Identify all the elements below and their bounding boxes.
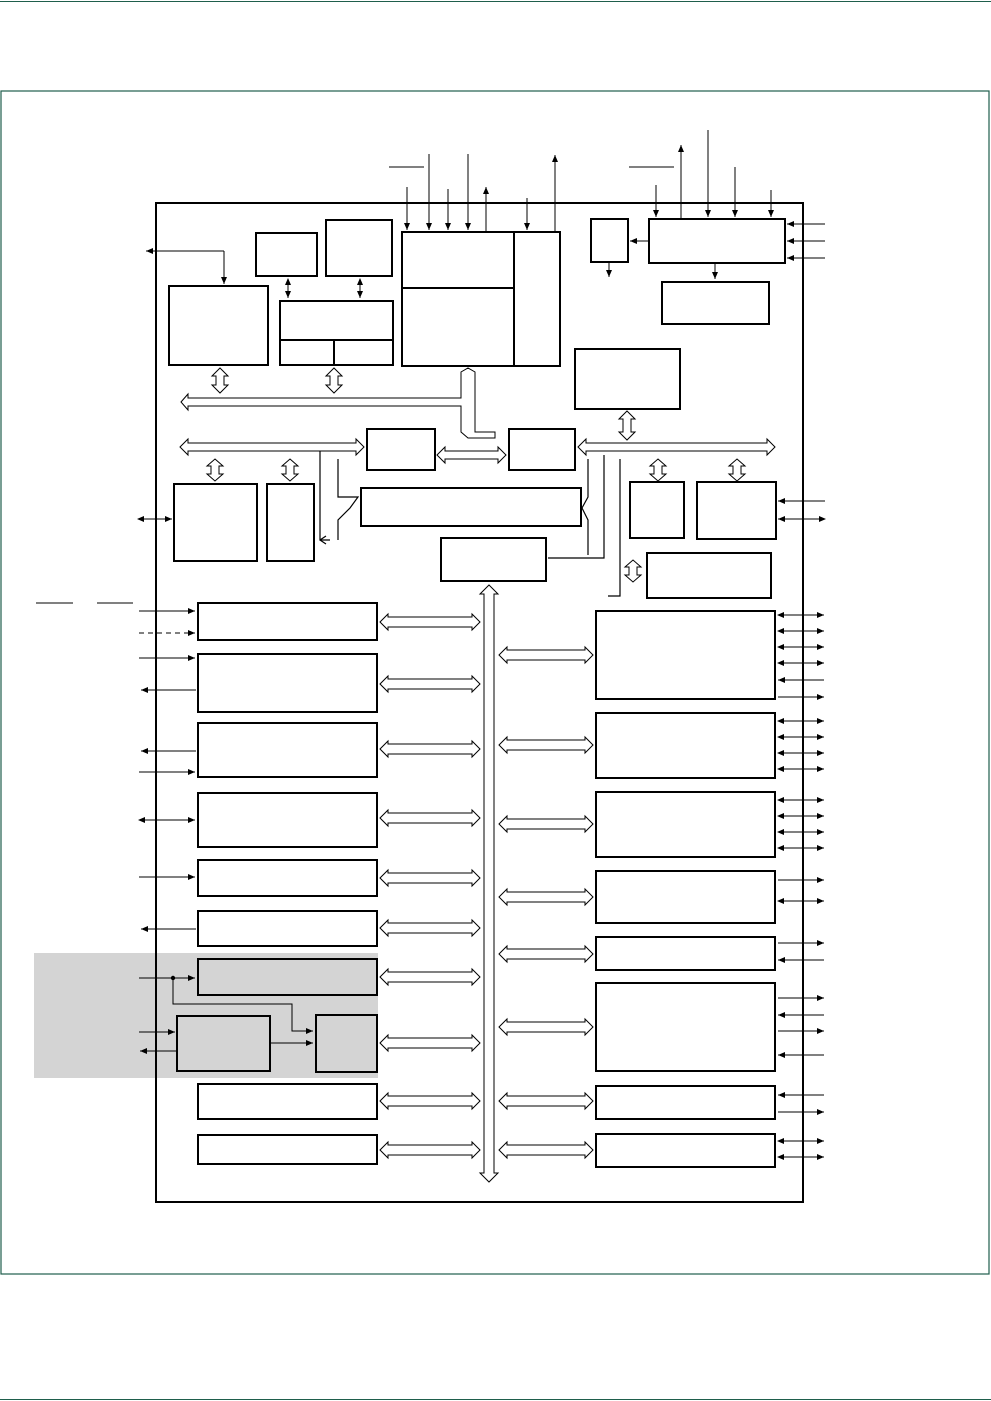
bus-upper-mid-left: [180, 439, 364, 455]
right-peripherals: [596, 611, 775, 1167]
right-peripheral-2: [596, 713, 775, 778]
right-bus-arrows: [499, 647, 593, 1158]
right-peripheral-7: [596, 1086, 775, 1119]
top-blocks: [169, 219, 785, 409]
bus-drop-left: [320, 451, 330, 540]
central-bus: [480, 585, 498, 1182]
right-peripheral-4: [596, 871, 775, 923]
left-bus-arrows: [380, 614, 480, 1158]
bus-upper-right: [578, 439, 775, 455]
left-peripheral-7-shaded: [198, 959, 377, 995]
block-mid-center-wide: [361, 488, 581, 526]
block-mid-right-a: [630, 482, 684, 538]
bus-drop-right3: [608, 459, 620, 596]
block-top-small-b: [326, 220, 392, 276]
bus-drop-left2: [338, 459, 358, 540]
block-mid-center-small: [441, 538, 546, 581]
block-mid-right: [575, 349, 680, 409]
block-mid-left-a: [174, 484, 257, 561]
block-small-square: [591, 219, 628, 262]
block-split: [280, 301, 393, 365]
block-top-left-large: [169, 286, 268, 365]
block-mid-right-b: [697, 482, 776, 539]
bridge-left: [367, 429, 435, 470]
block-mid-right-c: [647, 553, 771, 598]
block-core: [402, 232, 560, 366]
block-top-right-wide: [649, 219, 785, 263]
left-peripheral-6: [198, 911, 377, 946]
bus-connector-mid: [437, 447, 506, 463]
block-top-small-a: [256, 233, 317, 276]
left-peripheral-11: [198, 1135, 377, 1164]
right-signals: [778, 615, 824, 1157]
left-peripheral-8-shaded: [177, 1016, 270, 1071]
left-peripheral-2: [198, 654, 377, 712]
left-peripherals: [177, 603, 377, 1164]
bus-drop-right2: [582, 459, 588, 555]
left-peripheral-9-shaded: [316, 1015, 377, 1072]
block-mid-left-b: [267, 484, 314, 561]
left-peripheral-5: [198, 860, 377, 896]
right-peripheral-6: [596, 983, 775, 1071]
left-peripheral-10: [198, 1084, 377, 1119]
right-peripheral-8: [596, 1134, 775, 1167]
bridge-right: [509, 429, 575, 470]
right-peripheral-1: [596, 611, 775, 699]
right-peripheral-3: [596, 792, 775, 857]
left-peripheral-1: [198, 603, 377, 640]
left-peripheral-3: [198, 723, 377, 777]
right-peripheral-5: [596, 937, 775, 970]
left-peripheral-4: [198, 793, 377, 847]
block-top-right-lower: [662, 282, 769, 324]
